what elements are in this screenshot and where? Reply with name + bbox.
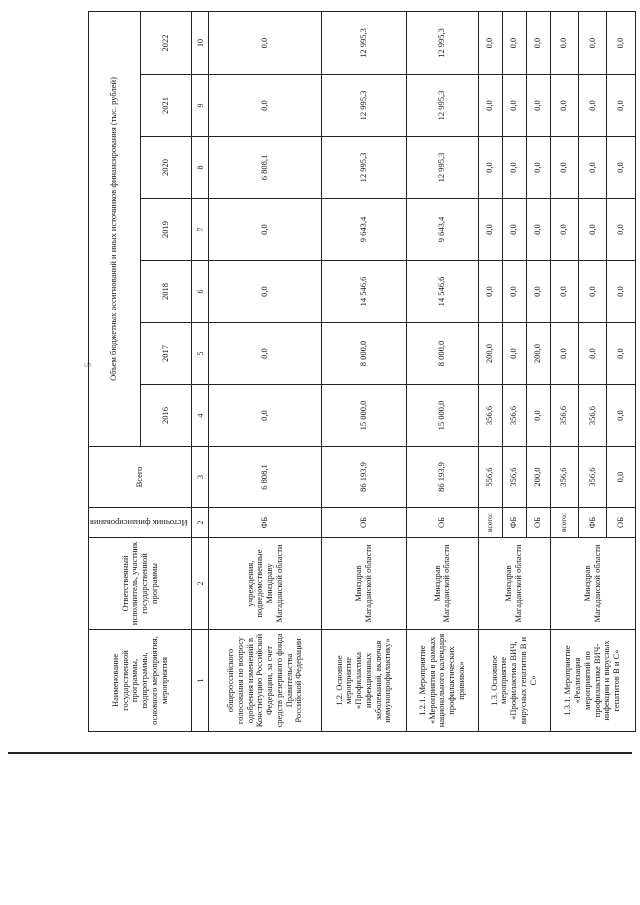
row-total-value: 356,6 (502, 447, 526, 508)
row-year-value: 0,0 (550, 11, 578, 74)
row-year-value: 15 000,0 (321, 385, 406, 447)
row-year-value: 0,0 (578, 11, 606, 74)
column-number: 9 (192, 75, 209, 137)
column-number: 2 (192, 538, 209, 630)
row-year-value: 356,6 (478, 385, 502, 447)
row-year-value: 9 643,4 (406, 199, 478, 261)
row-year-value: 0,0 (550, 137, 578, 199)
row-year-value: 0,0 (578, 75, 606, 137)
rotated-table-area (88, 12, 626, 732)
row-total-value: 356,6 (550, 447, 578, 508)
row-year-value: 200,0 (526, 323, 550, 385)
row-executor: Минздрав Магаданской области (550, 538, 635, 630)
row-year-value: 14 546,6 (321, 261, 406, 323)
row-year-value: 0,0 (607, 199, 636, 261)
row-year-value: 0,0 (607, 323, 636, 385)
row-year-value: 0,0 (607, 261, 636, 323)
column-number: 3 (192, 447, 209, 508)
column-number: 2 (192, 508, 209, 538)
row-name: 1.2. Основное мероприятие «Профилактика инфекционных заболеваний, включая иммунопрофилактику» (321, 630, 406, 732)
table-row (209, 11, 321, 731)
row-year-value: 0,0 (209, 11, 321, 74)
row-name: 1.3.1. Мероприятие «Реализация мероприятий по профилактике ВИЧ-инфекции и вирусных гепатитов В и С» (550, 630, 635, 732)
row-year-value: 12 995,3 (321, 11, 406, 74)
column-number: 5 (192, 323, 209, 385)
column-number: 6 (192, 261, 209, 323)
row-year-value: 8 000,0 (406, 323, 478, 385)
row-year-value: 0,0 (607, 75, 636, 137)
row-year-value: 0,0 (550, 323, 578, 385)
row-year-value: 12 995,3 (406, 11, 478, 74)
table-row (321, 11, 406, 731)
row-year-value: 0,0 (550, 75, 578, 137)
row-year-value: 0,0 (502, 75, 526, 137)
row-year-value: 0,0 (209, 323, 321, 385)
row-year-value: 356,6 (578, 385, 606, 447)
header-year: 2022 (140, 11, 192, 74)
row-total-value: 356,6 (578, 447, 606, 508)
row-year-value: 0,0 (478, 137, 502, 199)
row-year-value: 12 995,3 (406, 137, 478, 199)
row-year-value: 0,0 (607, 137, 636, 199)
row-year-value: 0,0 (209, 261, 321, 323)
table-row (550, 11, 578, 731)
header-year: 2020 (140, 137, 192, 199)
page-number: 5 (83, 362, 93, 368)
row-executor: Минздрав Магаданской области (478, 538, 550, 630)
row-total-value: 86 193,9 (406, 447, 478, 508)
table-row (478, 11, 502, 731)
row-year-value: 0,0 (578, 323, 606, 385)
row-source: ФБ (578, 508, 606, 538)
header-year: 2016 (140, 385, 192, 447)
row-year-value: 0,0 (550, 261, 578, 323)
row-name: 1.3. Основное мероприятие «Профилактика ВИЧ, вирусных гепатитов В и С» (478, 630, 550, 732)
row-year-value: 200,0 (478, 323, 502, 385)
row-year-value: 12 995,3 (321, 75, 406, 137)
row-total-value: 86 193,9 (321, 447, 406, 508)
table-body (209, 11, 635, 731)
row-source: всего: (478, 508, 502, 538)
budget-table (88, 11, 636, 732)
row-year-value: 8 000,0 (321, 323, 406, 385)
row-source: ОБ (406, 508, 478, 538)
table-row (406, 11, 478, 731)
row-year-value: 0,0 (526, 199, 550, 261)
row-year-value: 0,0 (526, 137, 550, 199)
row-year-value: 0,0 (607, 385, 636, 447)
row-executor: учреждения, подведомственные Минздраву Магаданской области (209, 538, 321, 630)
column-number: 7 (192, 199, 209, 261)
header-year: 2019 (140, 199, 192, 261)
row-year-value: 0,0 (502, 261, 526, 323)
header-year: 2017 (140, 323, 192, 385)
row-year-value: 12 995,3 (321, 137, 406, 199)
row-name: общероссийского голосования по вопросу одобрения изменений в Конституцию Российской Федерации, за счет средств резервного фонда Правительства Российской Федерации (209, 630, 321, 732)
column-number: 1 (192, 630, 209, 732)
row-year-value: 12 995,3 (406, 75, 478, 137)
row-year-value: 15 000,0 (406, 385, 478, 447)
row-year-value: 356,6 (550, 385, 578, 447)
row-year-value: 0,0 (209, 385, 321, 447)
row-source: ФБ (209, 508, 321, 538)
row-year-value: 0,0 (526, 11, 550, 74)
row-source: ОБ (526, 508, 550, 538)
header-year: 2018 (140, 261, 192, 323)
row-year-value: 0,0 (502, 137, 526, 199)
row-total-value: 6 808,1 (209, 447, 321, 508)
row-year-value: 0,0 (209, 75, 321, 137)
row-year-value: 0,0 (607, 11, 636, 74)
row-name: 1.2.1. Мероприятие «Мероприятия в рамках национального календаря профилактических прививок» (406, 630, 478, 732)
header-source (89, 508, 192, 538)
row-year-value: 0,0 (526, 75, 550, 137)
header-budget-group: Объем бюджетных ассигнований и иных источников финансирования (тыс. рублей) (89, 11, 141, 446)
row-year-value: 0,0 (578, 261, 606, 323)
header-executor: Ответственный исполнитель, участник государственной программы (89, 538, 192, 630)
header-name: Наименование государственной программы, подпрограммы, основного мероприятия, мероприятия (89, 630, 192, 732)
column-number: 4 (192, 385, 209, 447)
column-number: 8 (192, 137, 209, 199)
row-executor: Минздрав Магаданской области (321, 538, 406, 630)
row-year-value: 0,0 (550, 199, 578, 261)
row-year-value: 14 546,6 (406, 261, 478, 323)
row-source: ФБ (502, 508, 526, 538)
row-year-value: 6 808,1 (209, 137, 321, 199)
row-year-value: 0,0 (209, 199, 321, 261)
row-year-value: 9 643,4 (321, 199, 406, 261)
row-year-value: 0,0 (478, 11, 502, 74)
rotated-table-wrapper (88, 12, 626, 732)
row-year-value: 0,0 (526, 261, 550, 323)
row-source: всего: (550, 508, 578, 538)
row-year-value: 0,0 (578, 137, 606, 199)
row-year-value: 0,0 (478, 261, 502, 323)
row-executor: Минздрав Магаданской области (406, 538, 478, 630)
row-year-value: 0,0 (502, 323, 526, 385)
horizontal-rule (8, 752, 632, 754)
row-year-value: 0,0 (502, 11, 526, 74)
header-source-text: Источник финансирования (90, 518, 188, 529)
row-year-value: 0,0 (478, 75, 502, 137)
column-number: 10 (192, 11, 209, 74)
row-year-value: 0,0 (502, 199, 526, 261)
row-total-value: 0,0 (607, 447, 636, 508)
header-total: Всего (89, 447, 192, 508)
header-year: 2021 (140, 75, 192, 137)
row-year-value: 0,0 (578, 199, 606, 261)
row-total-value: 200,0 (526, 447, 550, 508)
row-source: ОБ (607, 508, 636, 538)
row-year-value: 0,0 (526, 385, 550, 447)
row-source: ОБ (321, 508, 406, 538)
row-year-value: 0,0 (478, 199, 502, 261)
row-total-value: 556,6 (478, 447, 502, 508)
row-year-value: 356,6 (502, 385, 526, 447)
